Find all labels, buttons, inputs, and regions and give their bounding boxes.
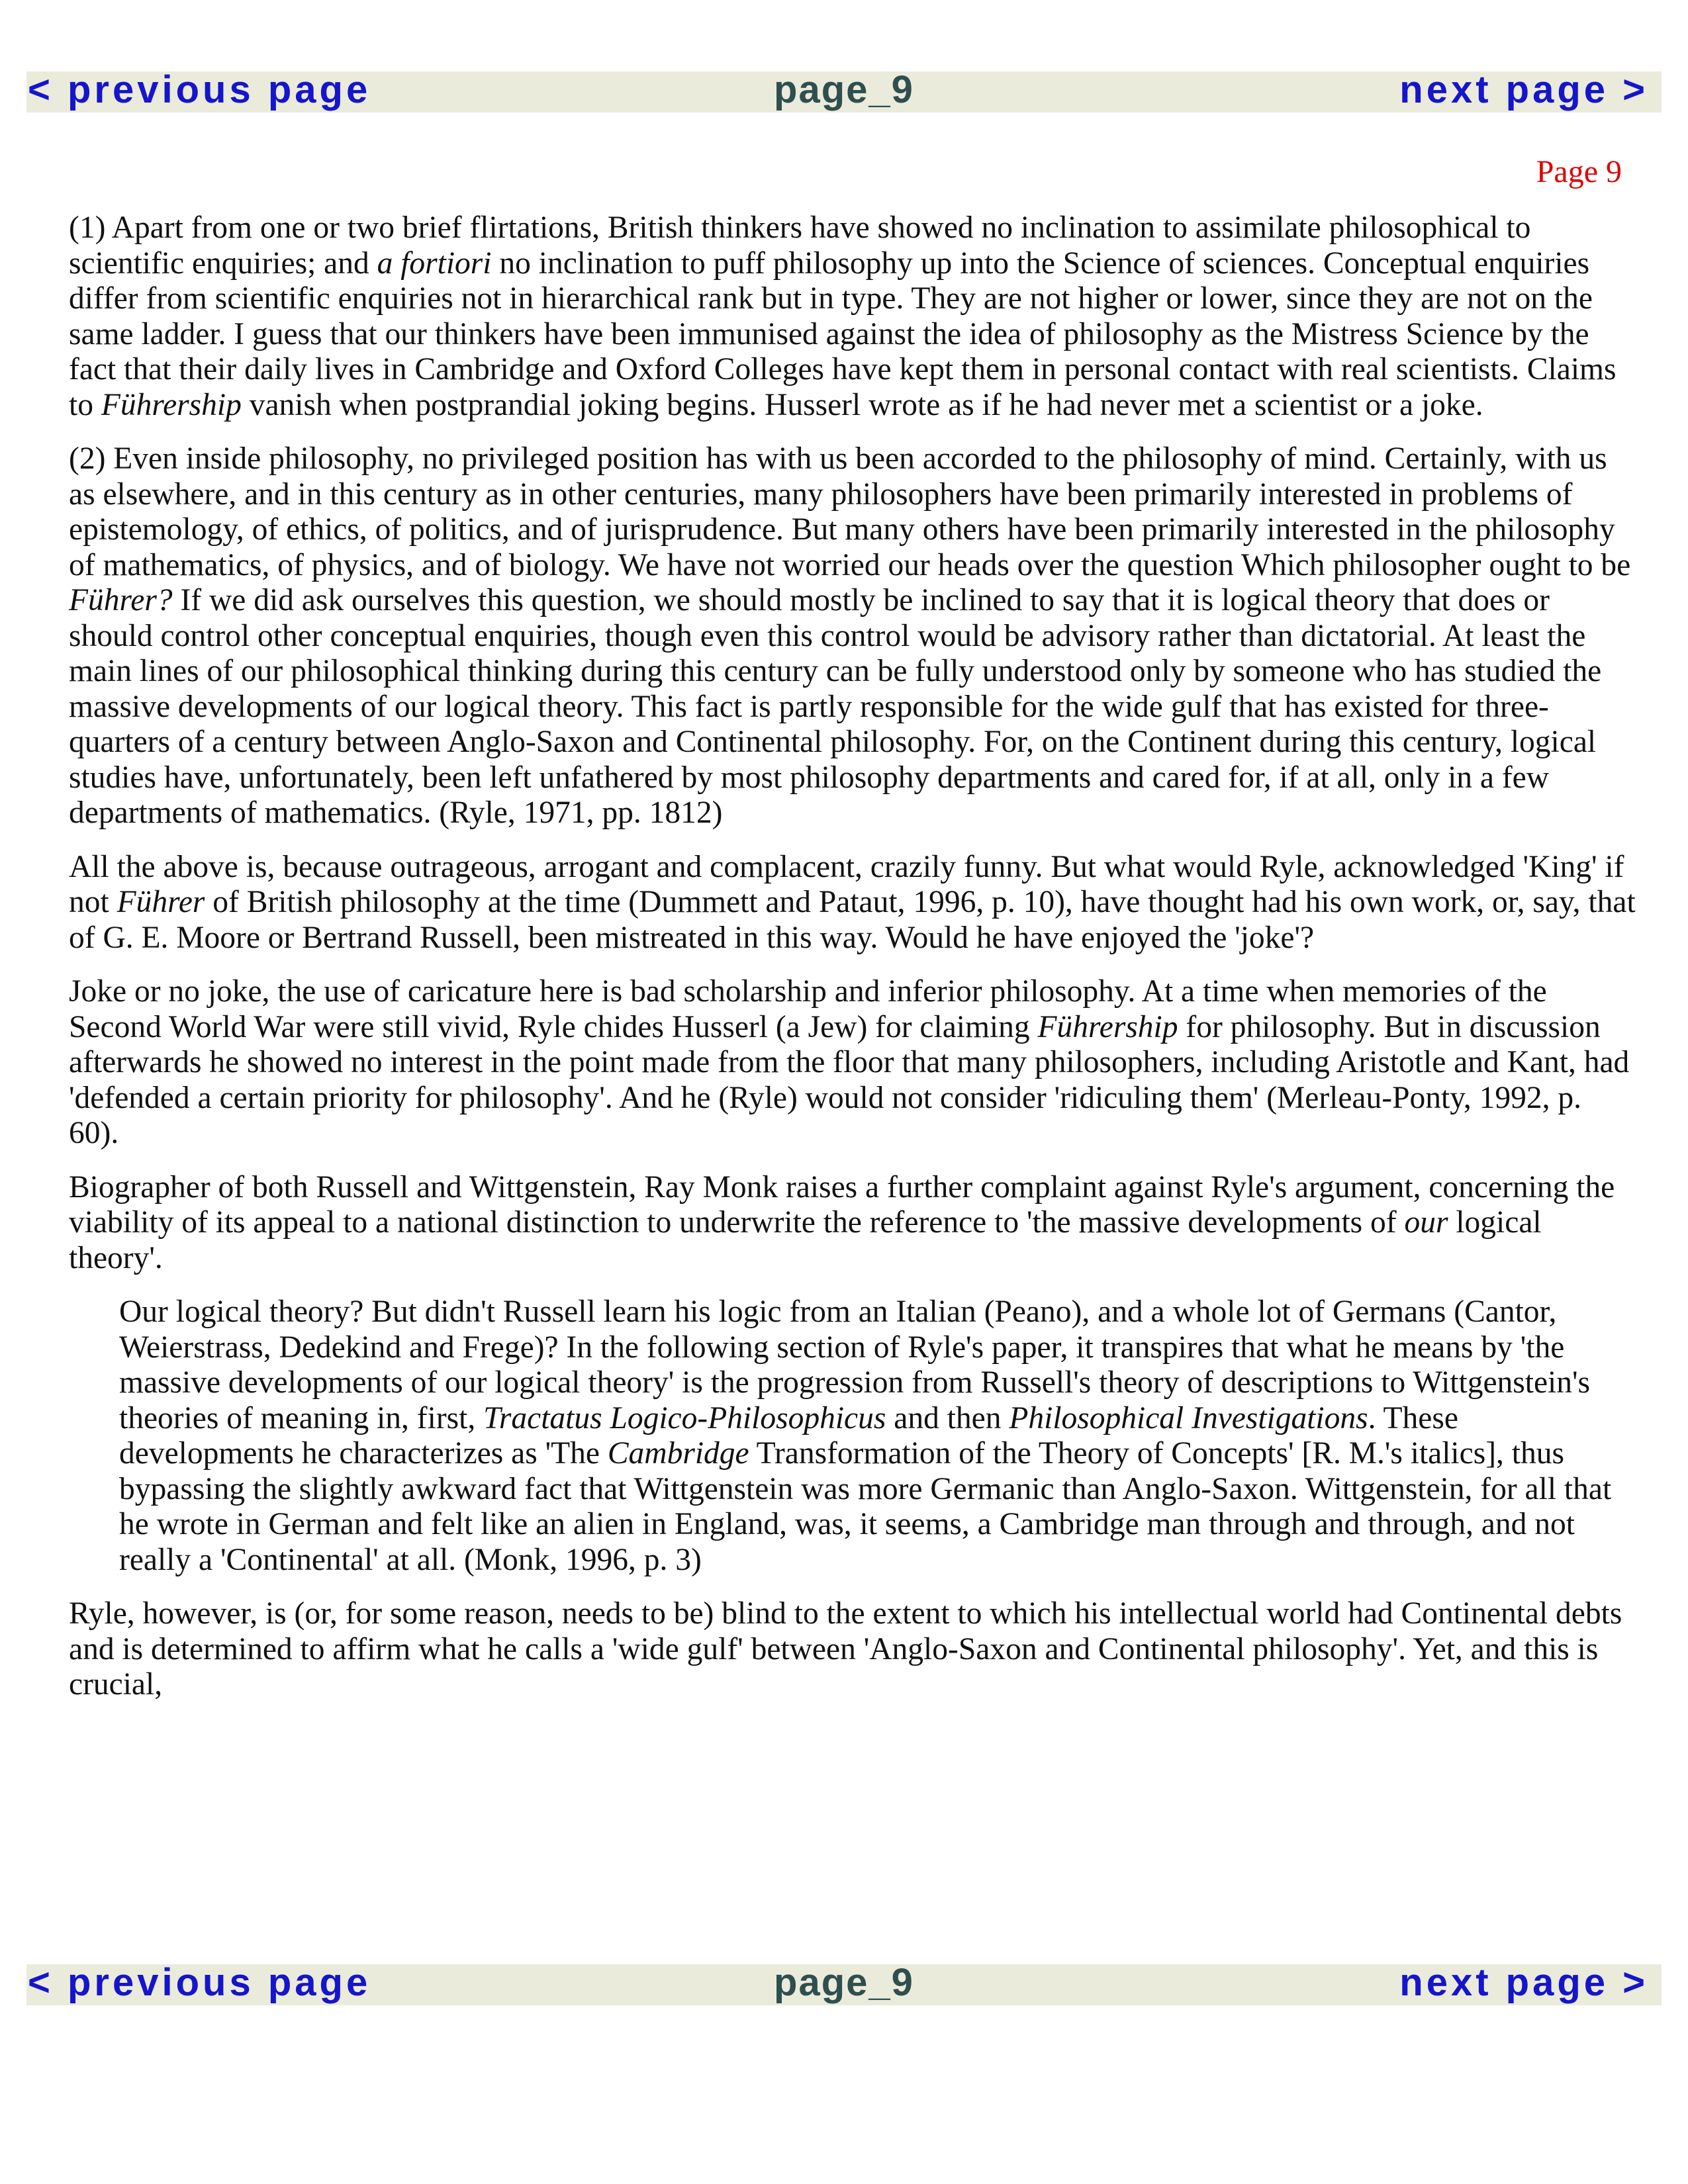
italic-text: Philosophical Investigations bbox=[1009, 1400, 1368, 1435]
text-run: Biographer of both Russell and Wittgenstein, Ray Monk raises a further complaint against Ryle's argument, concerning the viability of its appeal to a national distinction to underwrite the reference to 'the massive developments of bbox=[69, 1169, 1615, 1240]
paragraph-5 bbox=[69, 1170, 1638, 1277]
next-page-link-bottom[interactable]: next page > bbox=[1399, 1961, 1648, 2004]
paragraph-3 bbox=[69, 850, 1638, 956]
italic-text: our bbox=[1404, 1205, 1448, 1240]
previous-page-link[interactable]: < previous page bbox=[28, 68, 371, 111]
text-run: (1) Apart from one or two brief flirtations, British thinkers have showed no inclination to assimilate philosophical to scientific enquiries; and bbox=[69, 210, 1531, 281]
paragraph-6 bbox=[69, 1596, 1638, 1703]
page-number-label: Page 9 bbox=[1536, 154, 1622, 189]
text-run: If we did ask ourselves this question, we should mostly be inclined to say that it is logical theory that does or should control other conceptual enquiries, though even this control would be advisory rather than dictatorial. At least the main lines of our philosophical thinking during this century can be fully understood only by someone who has studied the massive developments of our logical theory. This fact is partly responsible for the wide gulf that has existed for three-quarters of a century between Anglo-Saxon and Continental philosophy. For, on the Continent during this century, logical studies have, unfortunately, been left unfathered by most philosophy departments and cared for, if at all, only in a few departments of mathematics. (Ryle, 1971, pp. 1812) bbox=[69, 583, 1602, 830]
page-indicator-bottom: page_9 bbox=[774, 1961, 914, 2004]
italic-text: a fortiori bbox=[377, 246, 492, 281]
text-run: Joke or no joke, the use of caricature here is bad scholarship and inferior philosophy. At a time when memories of the Second World War were still vivid, Ryle chides Husserl (a Jew) for claiming bbox=[69, 974, 1547, 1044]
italic-text: Führer? bbox=[69, 583, 173, 617]
text-run: of British philosophy at the time (Dummett and Pataut, 1996, p. 10), have thought had his own work, or, say, that of G. E. Moore or Bertrand Russell, been mistreated in this way. Would he have enjoyed the 'joke'? bbox=[69, 885, 1636, 955]
text-run: Transformation of the Theory of Concepts' [R. M.'s italics], thus bypassing the slightly awkward fact that Wittgenstein was more Germanic than Anglo-Saxon. Wittgenstein, for all that he wrote in German and felt like an alien in England, was, it seems, a Cambridge man through and through, and not really a 'Continental' at all. (Monk, 1996, p. 3) bbox=[119, 1436, 1612, 1577]
block-quote-monk bbox=[119, 1295, 1638, 1578]
text-run: logical theory'. bbox=[69, 1205, 1542, 1275]
italic-text: Tractatus Logico-Philosophicus bbox=[483, 1400, 886, 1435]
top-nav-bar bbox=[26, 68, 1662, 113]
text-run: (2) Even inside philosophy, no privileged position has with us been accorded to the philosophy of mind. Certainly, with us as elsewhere, and in this century as in other centuries, many philosophers have been primarily interested in problems of epistemology, of ethics, of politics, and of jurisprudence. But many others have been primarily interested in the philosophy of mathematics, of physics, and of biology. We have not worried our heads over the question Which philosopher ought to be bbox=[69, 441, 1631, 582]
text-run: no inclination to puff philosophy up into the Science of sciences. Conceptual enquiries differ from scientific enquiries not in hierarchical rank but in type. They are not higher or lower, since they are not on the same ladder. I guess that our thinkers have been immunised against the idea of philosophy as the Mistress Science by the fact that their daily lives in Cambridge and Oxford Colleges have kept them in personal contact with real scientists. Claims to bbox=[69, 246, 1617, 422]
paragraph-4 bbox=[69, 974, 1638, 1152]
page-indicator: page_9 bbox=[774, 68, 914, 111]
next-page-link[interactable]: next page > bbox=[1399, 68, 1648, 111]
italic-text: Führership bbox=[1037, 1009, 1178, 1044]
previous-page-link-bottom[interactable]: < previous page bbox=[28, 1961, 371, 2004]
italic-text: Führership bbox=[101, 387, 242, 422]
text-run: vanish when postprandial joking begins. Husserl wrote as if he had never met a scientist or a joke. bbox=[241, 387, 1483, 422]
italic-text: Cambridge bbox=[607, 1436, 749, 1471]
paragraph-quote-2 bbox=[69, 441, 1638, 831]
bottom-nav-bar bbox=[26, 1961, 1662, 2005]
text-run: All the above is, because outrageous, arrogant and complacent, crazily funny. But what would Ryle, acknowledged 'King' if not bbox=[69, 849, 1624, 919]
text-run: and then bbox=[886, 1400, 1009, 1435]
text-run: for philosophy. But in discussion afterwards he showed no interest in the point made from the floor that many philosophers, including Aristotle and Kant, had 'defended a certain priority for philosophy'. And he (Ryle) would not consider 'ridiculing them' (Merleau-Ponty, 1992, p. 60). bbox=[69, 1009, 1630, 1150]
italic-text: Führer bbox=[117, 885, 205, 919]
text-run: Our logical theory? But didn't Russell learn his logic from an Italian (Peano), and a whole lot of Germans (Cantor, Weierstrass, Dedekind and Frege)? In the following section of Ryle's paper, it transpires that what he means by 'the massive developments of our logical theory' is the progression from Russell's theory of descriptions to Wittgenstein's theories of meaning in, first, bbox=[119, 1295, 1591, 1435]
text-run: . These developments he characterizes as 'The bbox=[119, 1400, 1458, 1471]
document-body bbox=[69, 210, 1638, 1721]
paragraph-quote-1 bbox=[69, 210, 1638, 423]
text-run: Ryle, however, is (or, for some reason, needs to be) blind to the extent to which his intellectual world had Continental debts and is determined to affirm what he calls a 'wide gulf' between 'Anglo-Saxon and Continental philosophy'. Yet, and this is crucial, bbox=[69, 1596, 1622, 1702]
